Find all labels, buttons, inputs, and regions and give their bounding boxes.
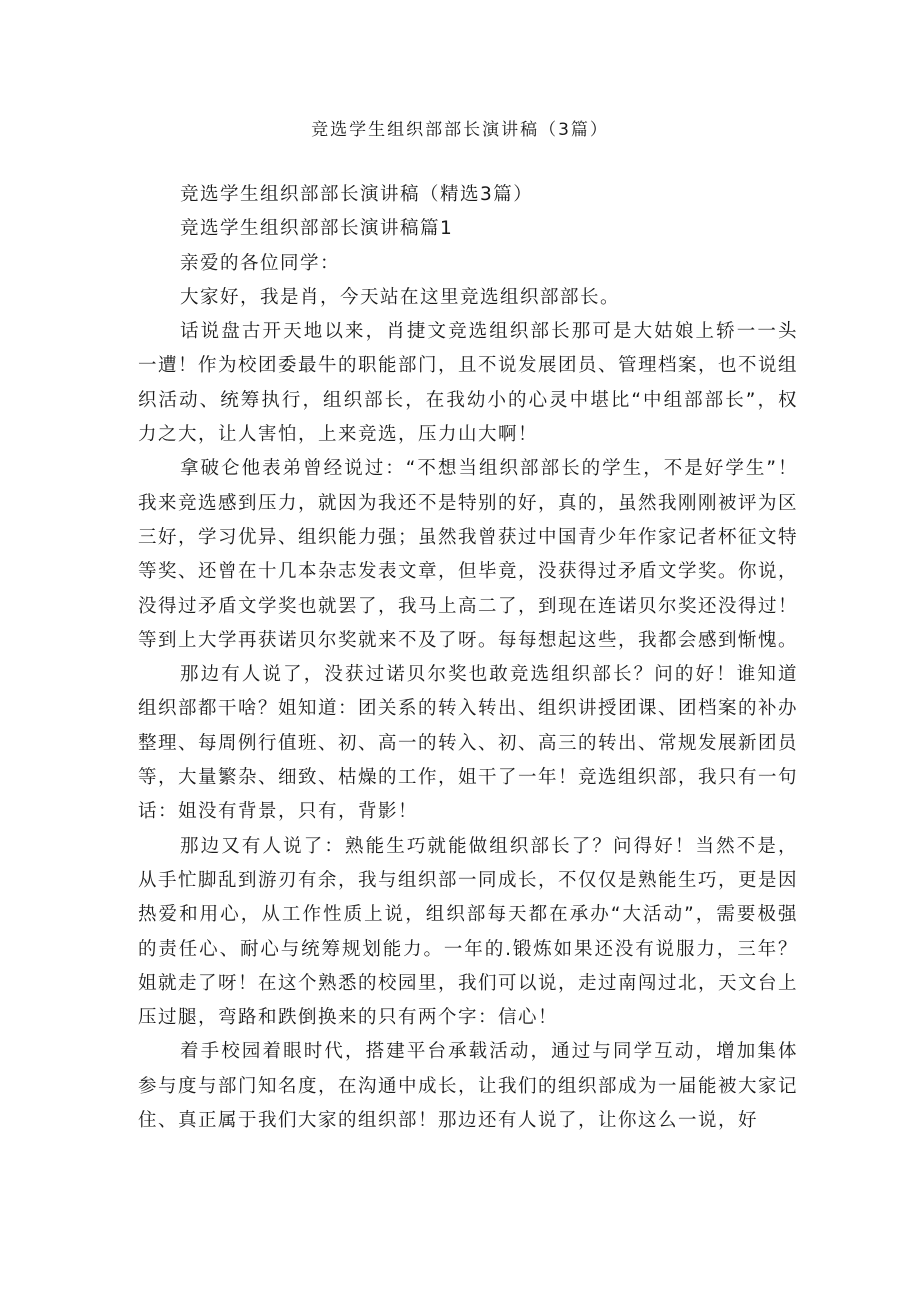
body-paragraph: 拿破仑他表弟曾经说过：“不想当组织部部长的学生，不是好学生”！我来竞选感到压力，就因为我还不是特别的好，真的，虽然我刚刚被评为区三好，学习优异、组织能力强；虽然我曾获过中国青少年作家记者杯征文特等奖、还曾在十几本杂志发表文章，但毕竟，没获得过矛盾文学奖。你说，没得过矛盾文学奖也就罢了，我马上高二了，到现在连诺贝尔奖还没得过！等到上大学再获诺贝尔奖就来不及了呀。每每想起这些，我都会感到惭愧。 bbox=[138, 458, 799, 651]
body-paragraph: 那边又有人说了：熟能生巧就能做组织部长了？问得好！当然不是，从手忙脚乱到游刃有余，我与组织部一同成长，不仅仅是熟能生巧，更是因热爱和用心，从工作性质上说，组织部每天都在承办“大活动”，需要极强的责任心、耐心与统筹规划能力。一年的.锻炼如果还没有说服力，三年？姐就走了呀！在这个熟悉的校园里，我们可以说，走过南闯过北，天文台上压过腿，弯路和跌倒换来的只有两个字：信心！ bbox=[138, 835, 799, 1029]
body-paragraph: 话说盘古开天地以来，肖捷文竞选组织部长那可是大姑娘上轿一一头一遭！作为校团委最牛的职能部门，且不说发展团员、管理档案，也不说组织活动、统筹执行，组织部长，在我幼小的心灵中堪比“中组部部长”，权力之大，让人害怕，上来竞选，压力山大啊！ bbox=[138, 321, 799, 446]
section-heading: 竞选学生组织部部长演讲稿篇1 bbox=[180, 218, 454, 240]
body-paragraph: 着手校园着眼时代，搭建平台承载活动，通过与同学互动，增加集体参与度与部门知名度，在沟通中成长，让我们的组织部成为一届能被大家记住、真正属于我们大家的组织部！那边还有人说了，让你这么一说，好 bbox=[138, 1041, 799, 1132]
body-paragraph: 那边有人说了，没获过诺贝尔奖也敢竞选组织部长？问的好！谁知道组织部都干啥？姐知道：团关系的转入转出、组织讲授团课、团档案的补办整理、每周例行值班、初、高一的转入、初、高三的转出、常规发展新团员等，大量繁杂、细致、枯燥的工作，姐干了一年！竞选组织部，我只有一句话：姐没有背景，只有，背影！ bbox=[138, 664, 799, 823]
document-body bbox=[138, 178, 798, 1138]
salutation-paragraph: 亲爱的各位同学： bbox=[180, 252, 341, 274]
subtitle-paragraph: 竞选学生组织部部长演讲稿（精选3篇） bbox=[180, 184, 534, 205]
body-paragraph: 大家好，我是肖，今天站在这里竞选组织部部长。 bbox=[180, 286, 621, 308]
document-title: 竞选学生组织部部长演讲稿（3篇） bbox=[311, 120, 609, 140]
